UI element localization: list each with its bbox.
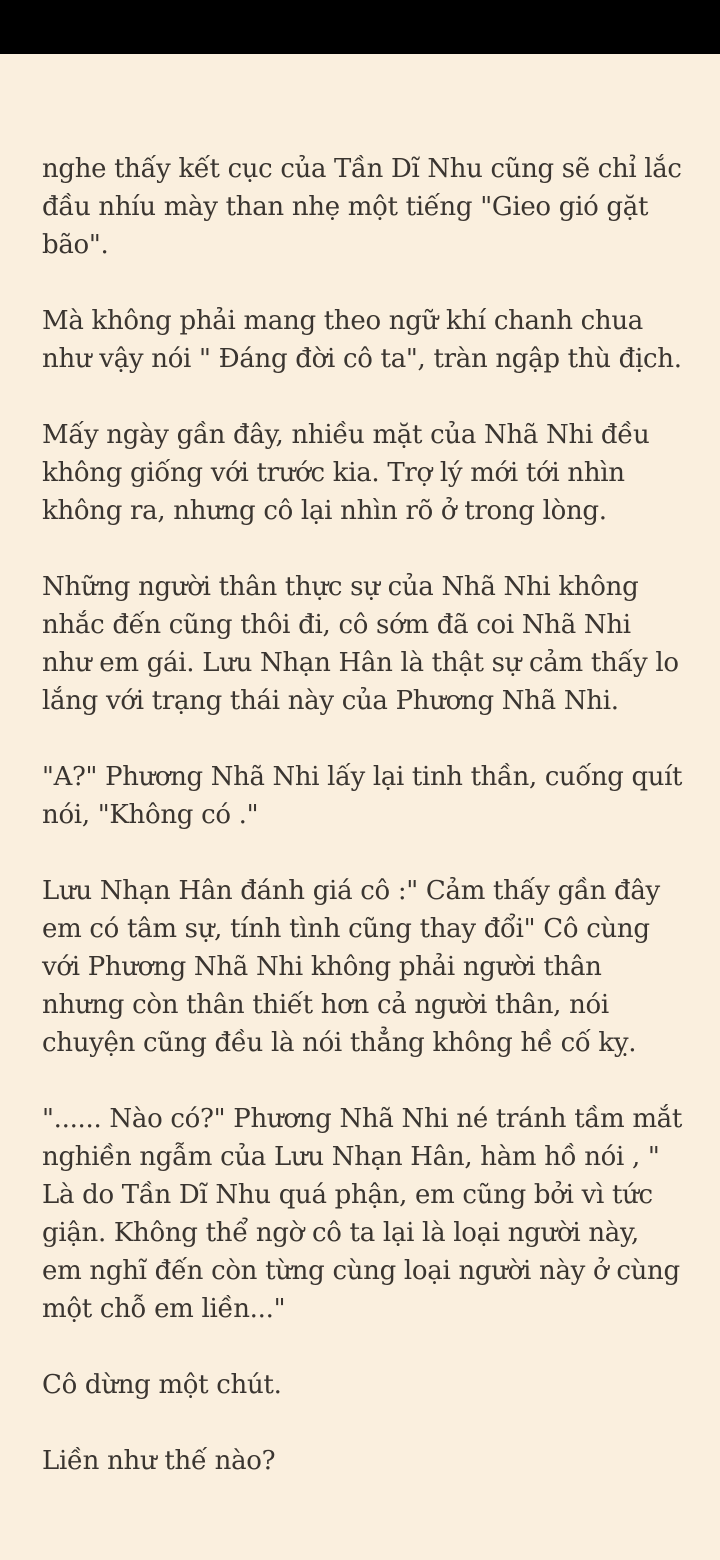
text-line: "A?" Phương Nhã Nhi lấy lại tinh thần, cuống quít	[42, 762, 683, 792]
text-line: bão".	[42, 230, 109, 260]
text-line: Liền như thế nào?	[42, 1446, 276, 1476]
text-line: em nghĩ đến còn từng cùng loại người này ở cùng	[42, 1256, 680, 1286]
text-line: lắng với trạng thái này của Phương Nhã Nhi.	[42, 686, 619, 716]
text-line: chuyện cũng đều là nói thẳng không hề cố kỵ.	[42, 1028, 637, 1058]
text-line: nhắc đến cũng thôi đi, cô sớm đã coi Nhã Nhi	[42, 610, 631, 640]
text-line: giận. Không thể ngờ cô ta lại là loại người này,	[42, 1218, 639, 1248]
text-line: như em gái. Lưu Nhạn Hân là thật sự cảm thấy lo	[42, 648, 679, 678]
text-line: Là do Tần Dĩ Nhu quá phận, em cũng bởi vì tức	[42, 1180, 653, 1210]
text-line: không giống với trước kia. Trợ lý mới tới nhìn	[42, 458, 625, 488]
text-line: Những người thân thực sự của Nhã Nhi không	[42, 572, 639, 602]
text-line: với Phương Nhã Nhi không phải người thân	[42, 952, 602, 982]
text-line: không ra, nhưng cô lại nhìn rõ ở trong lòng.	[42, 496, 607, 526]
text-line: nghe thấy kết cục của Tần Dĩ Nhu cũng sẽ chỉ lắc	[42, 154, 682, 184]
text-line: một chỗ em liền..."	[42, 1294, 286, 1324]
paragraph	[42, 872, 682, 1062]
text-line: nói, "Không có ."	[42, 800, 259, 830]
chapter-text	[42, 150, 682, 1518]
text-line: Mấy ngày gần đây, nhiều mặt của Nhã Nhi đều	[42, 420, 650, 450]
text-line: đầu nhíu mày than nhẹ một tiếng "Gieo gió gặt	[42, 192, 649, 222]
text-line: nhưng còn thân thiết hơn cả người thân, nói	[42, 990, 609, 1020]
text-line: nghiền ngẫm của Lưu Nhạn Hân, hàm hồ nói , "	[42, 1142, 660, 1172]
text-line: Lưu Nhạn Hân đánh giá cô :" Cảm thấy gần đây	[42, 876, 660, 906]
paragraph	[42, 302, 682, 378]
paragraph	[42, 568, 682, 720]
text-line: em có tâm sự, tính tình cũng thay đổi" Cô cùng	[42, 914, 650, 944]
text-line: "...... Nào có?" Phương Nhã Nhi né tránh tầm mắt	[42, 1104, 683, 1134]
reader-page[interactable]	[0, 54, 720, 1560]
paragraph	[42, 758, 682, 834]
status-bar	[0, 0, 720, 54]
paragraph	[42, 1442, 682, 1480]
paragraph	[42, 416, 682, 530]
paragraph	[42, 1100, 682, 1328]
text-line: Mà không phải mang theo ngữ khí chanh chua	[42, 306, 643, 336]
paragraph	[42, 1366, 682, 1404]
text-line: Cô dừng một chút.	[42, 1370, 282, 1400]
paragraph	[42, 150, 682, 264]
text-line: như vậy nói " Đáng đời cô ta", tràn ngập thù địch.	[42, 344, 682, 374]
